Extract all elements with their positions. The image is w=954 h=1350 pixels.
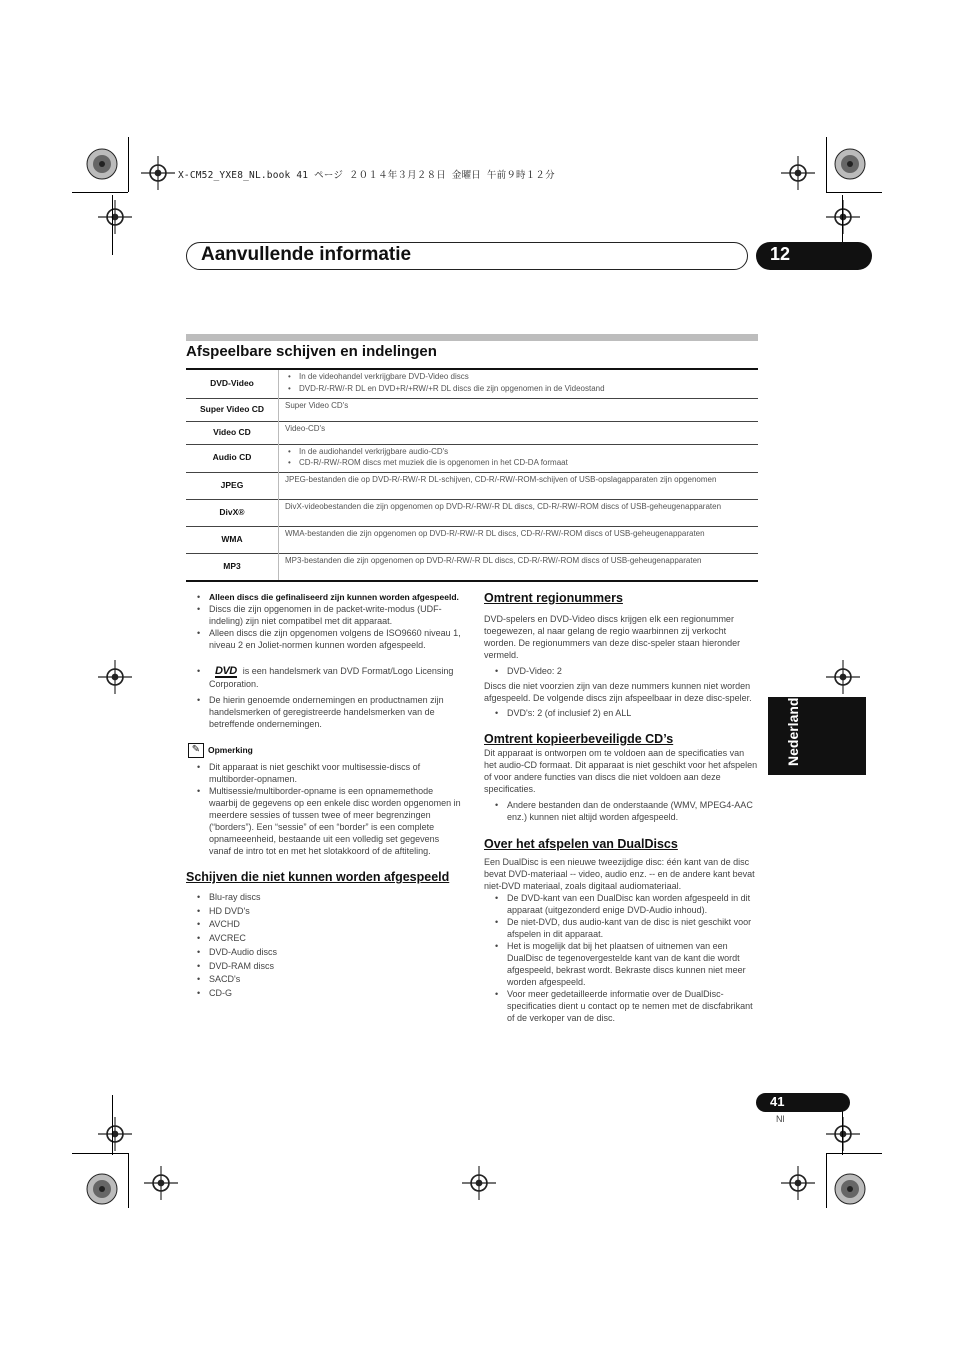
table-row — [186, 398, 758, 421]
crosshair-mark — [144, 1166, 174, 1196]
crosshair-mark — [826, 1117, 856, 1147]
list-item: • De niet-DVD, dus audio-kant van de disc is niet geschikt voor afspelen in dit apparaat. — [484, 916, 759, 940]
chapter-number — [756, 242, 872, 270]
chapter-number-text: 12 — [770, 244, 791, 264]
crop-line — [112, 195, 113, 255]
list-item: • Discs die zijn opgenomen in de packet-write-modus (UDF-indeling) zijn niet compatibel met dit apparaat. — [186, 603, 461, 627]
language-tab — [768, 689, 866, 775]
list-item: • In de audiohandel verkrijgbare audio-CD's — [285, 446, 756, 458]
crop-line — [826, 1153, 882, 1154]
list-item: • DVD-RAM discs — [186, 960, 461, 974]
region-title: Omtrent regionummers — [484, 591, 623, 605]
section-rule — [186, 334, 758, 341]
crop-line — [826, 192, 882, 193]
table-row — [186, 421, 758, 444]
format-description: MP3-bestanden die zijn opgenomen op DVD-R/-RW/-R DL discs, CD-R/-RW/-ROM discs of USB-geheugenapparaten — [285, 555, 702, 565]
crosshair-mark — [462, 1166, 492, 1196]
crop-line — [72, 192, 128, 193]
registration-mark — [85, 147, 119, 181]
crop-line — [128, 137, 129, 192]
format-label: DivX® — [186, 499, 279, 526]
page-language: Nl — [776, 1114, 785, 1124]
dvd-logo-icon: DVD — [215, 665, 237, 677]
table-row — [186, 369, 758, 398]
crop-line — [128, 1153, 129, 1208]
list-item: • Alleen discs die zijn opgenomen volgens de ISO9660 niveau 1, niveau 2 en Joliet-normen kunnen worden afgespeeld. — [186, 627, 461, 651]
list-item: • Multisessie/multiborder-opname is een opnamemethode waarbij de gegevens op een enkele disc worden opgenomen in meerdere sessies of tussen twee of meer begrenzingen (“borders”). Een “sessie” of een “border” is een complete opnameeenheid, bestaande uit een volledig set gegevens vanaf de intro tot en met het slotakkoord of de aftiteling. — [186, 785, 461, 857]
list-item: • Het is mogelijk dat bij het plaatsen of uitnemen van een DualDisc de tegenovergestelde kant van de kant die wordt afgespeeld, bekrast wordt. Bekraste discs kunnen niet meer worden afgespeeld. — [484, 940, 759, 988]
format-description: DivX-videobestanden die zijn opgenomen op DVD-R/-RW/-R DL discs, CD-R/-RW/-ROM discs of USB-geheugenapparaten — [285, 501, 722, 511]
crop-line — [72, 1153, 128, 1154]
registration-mark — [85, 1172, 119, 1206]
crop-line — [112, 1095, 113, 1155]
crosshair-mark — [98, 200, 128, 230]
list-item: • CD-R/-RW/-ROM discs met muziek die is opgenomen in het CD-DA formaat — [285, 457, 756, 469]
formats-table — [186, 368, 758, 582]
list-item: • In de videohandel verkrijgbare DVD-Video discs — [285, 371, 756, 383]
dvd-trademark-text: is een handelsmerk van DVD Format/Logo Licensing Corporation. — [209, 666, 454, 689]
left-column — [186, 591, 461, 1001]
format-label: WMA — [186, 526, 279, 553]
format-label: Audio CD — [186, 444, 279, 472]
copy-protection-title: Omtrent kopieerbeveiligde CD’s — [484, 732, 674, 746]
section-title: Afspeelbare schijven en indelingen — [186, 343, 437, 360]
list-item: • Dit apparaat is niet geschikt voor multisessie-discs of multiborder-opnamen. — [186, 761, 461, 785]
unplayable-title: Schijven die niet kunnen worden afgespeeld — [186, 870, 450, 884]
note-heading — [186, 744, 461, 756]
crosshair-mark — [98, 1117, 128, 1147]
dualdisc-title: Over het afspelen van DualDiscs — [484, 837, 678, 851]
list-item: • HD DVD's — [186, 905, 461, 919]
page-number — [756, 1093, 850, 1112]
list-item: • De DVD-kant van een DualDisc kan worden afgespeeld in dit apparaat (uitgezonderd enige DVD-Audio inhoud). — [484, 892, 759, 916]
page-number-text: 41 — [770, 1094, 785, 1109]
list-item: • Blu-ray discs — [186, 891, 461, 905]
format-label: Video CD — [186, 421, 279, 444]
list-item: • AVCREC — [186, 932, 461, 946]
paragraph: Een DualDisc is een nieuwe tweezijdige disc: één kant van de disc bevat DVD-materiaal -- video, audio enz. -- en de andere kant bevat niet-DVD materiaal, zoals digitaal audiomateriaal. — [484, 857, 755, 891]
list-item: • Voor meer gedetailleerde informatie over de DualDisc-specificaties dient u contact op te nemen met de discfabrikant of de verkoper van de disc. — [484, 988, 759, 1024]
note-pencil-icon: ✎ — [188, 743, 204, 758]
paragraph: DVD-spelers en DVD-Video discs krijgen elk een regionummer toegewezen, al naar gelang de regio waarbinnen zij verkocht worden. De regionummers van deze disc-speler staan hieronder vermeld. — [484, 614, 741, 660]
format-description: Super Video CD's — [285, 400, 349, 410]
list-item: • AVCHD — [186, 918, 461, 932]
crosshair-mark — [781, 1166, 811, 1196]
paragraph: Discs die niet voorzien zijn van deze nummers kunnen niet worden afgespeeld. De volgende discs zijn afspeelbaar in deze disc-speler. — [484, 681, 752, 703]
format-label: Super Video CD — [186, 398, 279, 421]
list-item: • DVD-R/-RW/-R DL en DVD+R/+RW/+R DL discs die zijn opgenomen in de Videostand — [285, 383, 756, 395]
crosshair-mark — [141, 156, 171, 186]
crosshair-mark — [826, 200, 856, 230]
list-item: • CD-G — [186, 987, 461, 1001]
file-header: X-CM52_YXE8_NL.book 41 ページ ２０１４年３月２８日 金曜日 午前９時１２分 — [178, 170, 555, 181]
paragraph: Dit apparaat is ontworpen om te voldoen aan de specificaties van het audio-CD formaat. Dit apparaat is niet geschikt voor het afspelen of voor andere functies van discs die niet voldoen aan deze specificaties. — [484, 748, 758, 794]
crosshair-mark — [781, 156, 811, 186]
list-item: • Andere bestanden dan de onderstaande (WMV, MPEG4-AAC enz.) kunnen niet altijd worden afgespeeld. — [484, 799, 759, 823]
format-description — [279, 444, 759, 472]
format-label: DVD-Video — [186, 369, 279, 398]
format-description: JPEG-bestanden die op DVD-R/-RW/-R DL-schijven, CD-R/-RW/-ROM-schijven of USB-opslagapparaten zijn opgenomen — [285, 474, 717, 484]
format-description: Video-CD's — [285, 423, 326, 433]
chapter-title — [186, 242, 748, 270]
crop-line — [826, 1153, 827, 1208]
list-item: • DVD-Video: 2 — [484, 665, 759, 677]
table-row — [186, 499, 758, 526]
chapter-title-text: Aanvullende informatie — [201, 244, 412, 265]
list-item: • De hierin genoemde ondernemingen en productnamen zijn handelsmerken of geregistreerde handelsmerken van de betreffende ondernemingen. — [186, 694, 461, 730]
list-item: • DVD-Audio discs — [186, 946, 461, 960]
format-label: MP3 — [186, 553, 279, 581]
format-label: JPEG — [186, 472, 279, 499]
language-tab-label: Nederlands — [785, 689, 801, 766]
bold-note: Alleen discs die gefinaliseerd zijn kunnen worden afgespeeld. — [209, 592, 459, 602]
registration-mark — [833, 147, 867, 181]
crop-line — [826, 137, 827, 192]
crosshair-mark — [98, 660, 128, 690]
list-item: • DVD's: 2 (of inclusief 2) en ALL — [484, 707, 759, 719]
table-row — [186, 472, 758, 499]
format-description — [279, 369, 759, 398]
table-row — [186, 553, 758, 581]
list-item — [186, 665, 461, 690]
list-item: • SACD's — [186, 973, 461, 987]
list-item — [186, 591, 461, 603]
crosshair-mark — [826, 660, 856, 690]
right-column — [484, 590, 759, 1024]
table-row — [186, 444, 758, 472]
registration-mark — [833, 1172, 867, 1206]
table-row — [186, 526, 758, 553]
format-description: WMA-bestanden die zijn opgenomen op DVD-R/-RW/-R DL discs, CD-R/-RW/-ROM discs of USB-geheugenapparaten — [285, 528, 705, 538]
note-title: Opmerking — [208, 745, 253, 755]
